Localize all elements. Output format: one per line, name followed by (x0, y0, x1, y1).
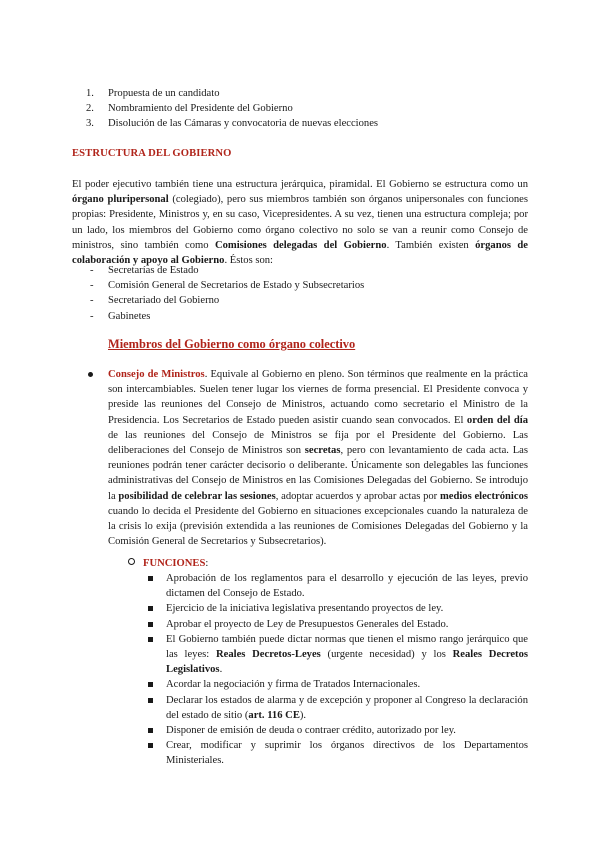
funciones-heading (128, 556, 208, 571)
square-bullet-icon (148, 606, 153, 611)
text-run: de las reuniones del Consejo de Ministros se fija por el Presidente del Gobierno. Las deliberaciones del Consejo de Ministros son (108, 429, 528, 457)
bold-term: art. 116 CE (248, 709, 300, 721)
list-item-text: Nombramiento del Presidente del Gobierno (108, 103, 293, 115)
list-item (90, 293, 510, 308)
text-run: El poder ejecutivo también tiene una estructura jerárquica, piramidal. El Gobierno se estructura como un (72, 179, 528, 190)
square-bullet-icon (148, 728, 153, 733)
dash-icon: - (90, 265, 94, 276)
list-number: 3. (86, 118, 94, 130)
bold-term: órgano pluripersonal (72, 194, 169, 206)
square-bullet-icon (148, 576, 153, 581)
list-item (86, 101, 526, 116)
list-item (148, 738, 528, 768)
square-bullet-icon (148, 698, 153, 703)
section-heading: ESTRUCTURA DEL GOBIERNO (72, 148, 232, 159)
list-item-text: Ejercicio de la iniciativa legislativa presentando proyectos de ley. (166, 603, 444, 615)
list-item (90, 278, 510, 293)
text-run: , pero con levantamiento de cada acta. Las reuniones podrán tener carácter decisorio o deliberante. Únicamente son delegables las funciones administrativas del Consejo de Ministros en las Comisiones Delegadas del Gobierno. Se introdujo la (108, 445, 528, 502)
members-list (88, 367, 528, 549)
dash-icon: - (90, 280, 94, 292)
list-item (148, 723, 528, 738)
list-item-text: Crear, modificar y suprimir los órganos directivos de los Departamentos Ministeriales. (166, 740, 528, 767)
text-run: : (205, 558, 209, 569)
bold-term: posibilidad de celebrar las sesiones (118, 490, 276, 502)
list-item (148, 632, 528, 678)
list-item-text: Acordar la negociación y firma de Tratados Internacionales. (166, 679, 421, 691)
dash-icon: - (90, 295, 94, 307)
consejo-title: Consejo de Ministros (108, 369, 205, 380)
list-item (90, 263, 510, 278)
text-run: cuando lo decida el Presidente del Gobierno en situaciones excepcionales cuando la naturaleza de la crisis lo exija (previsión extendida a las reuniones de Comisiones Delegadas del Gobierno y la Comisión General de Secretarios y Subsecretarios). (108, 505, 528, 548)
square-bullet-icon (148, 637, 153, 642)
bullet-icon (88, 372, 93, 377)
text-run: (colegiado), pero sus miembros también son órganos unipersonales con funciones propias: Presidente, Ministros y, en su caso, Vicepresidentes. A su vez, tienen una estructura compleja; por un lado, los miembros del Gobierno como órgano colectivo no solo se van a reunir como Consejo de ministros, sino también como (72, 194, 528, 251)
list-item (90, 309, 510, 324)
bold-term: órganos de colaboración y apoyo al Gobierno (72, 239, 529, 267)
list-item-text: Disolución de las Cámaras y convocatoria de nuevas elecciones (108, 118, 379, 130)
circle-bullet-icon (128, 558, 135, 565)
subsection-heading: Miembros del Gobierno como órgano colectivo (108, 337, 356, 351)
list-item-text: Aprobar el proyecto de Ley de Presupuestos Generales del Estado. (166, 618, 449, 630)
bold-term: Reales Decretos Legislativos (166, 649, 529, 676)
square-bullet-icon (148, 682, 153, 687)
funciones-label: FUNCIONES (143, 558, 206, 569)
bold-term: secretas (304, 445, 341, 457)
text-run: Declarar los estados de alarma y de excepción y proponer al Congreso la declaración del estado de sitio ( (166, 694, 528, 721)
list-item-text: Secretarías de Estado (108, 265, 199, 276)
text-run: , adoptar acuerdos y aprobar actas por (275, 490, 440, 502)
list-item-text: Disponer de emisión de deuda o contraer crédito, autorizado por ley. (166, 725, 456, 737)
square-bullet-icon (148, 743, 153, 748)
bold-term: medios electrónicos (439, 490, 528, 502)
text-run: El Gobierno también puede dictar normas que tienen el mismo rango jerárquico que las leyes: (166, 633, 528, 661)
list-item (86, 86, 526, 101)
organs-list (90, 263, 510, 324)
bold-term: orden del día (466, 414, 528, 426)
numbered-list (86, 86, 526, 132)
intro-paragraph (72, 177, 528, 268)
list-item (148, 617, 528, 632)
list-item-text: Gabinetes (108, 310, 151, 322)
text-run: (urgente necesidad) y los (320, 649, 453, 661)
bold-term: Comisiones delegadas del Gobierno (214, 239, 387, 251)
text-run: . Éstos son: (224, 255, 273, 267)
list-item-text: Secretariado del Gobierno (108, 295, 220, 307)
text-run: . También existen (386, 239, 476, 251)
list-item (148, 677, 528, 692)
list-number: 2. (86, 103, 94, 115)
square-bullet-icon (148, 622, 153, 627)
list-item-text: Propuesta de un candidato (108, 88, 220, 99)
text-run: . (219, 664, 223, 676)
text-run: ). (299, 709, 307, 721)
list-item-text: Comisión General de Secretarios de Estado y Subsecretarios (108, 280, 365, 292)
list-item (86, 116, 526, 131)
list-item (148, 601, 528, 616)
list-item (148, 693, 528, 723)
list-item-text: Aprobación de los reglamentos para el desarrollo y ejecución de las leyes, previo dictamen del Consejo de Estado. (166, 573, 528, 600)
list-item (88, 367, 528, 549)
list-item (148, 571, 528, 601)
funciones-list (148, 571, 528, 769)
dash-icon: - (90, 310, 94, 322)
text-run: . Equivale al Gobierno en pleno. Son términos que realmente en la práctica son intercambiables. Suelen tener lugar los viernes de forma presencial. El Presidente convoca y preside las reuniones del Consejo de Ministros, actuando como secretario el Ministro de la Presidencia. Los Secretarios de Estado pueden asistir cuando sean convocados. El (108, 369, 528, 426)
list-number: 1. (86, 88, 94, 99)
bold-term: Reales Decretos-Leyes (215, 649, 321, 661)
